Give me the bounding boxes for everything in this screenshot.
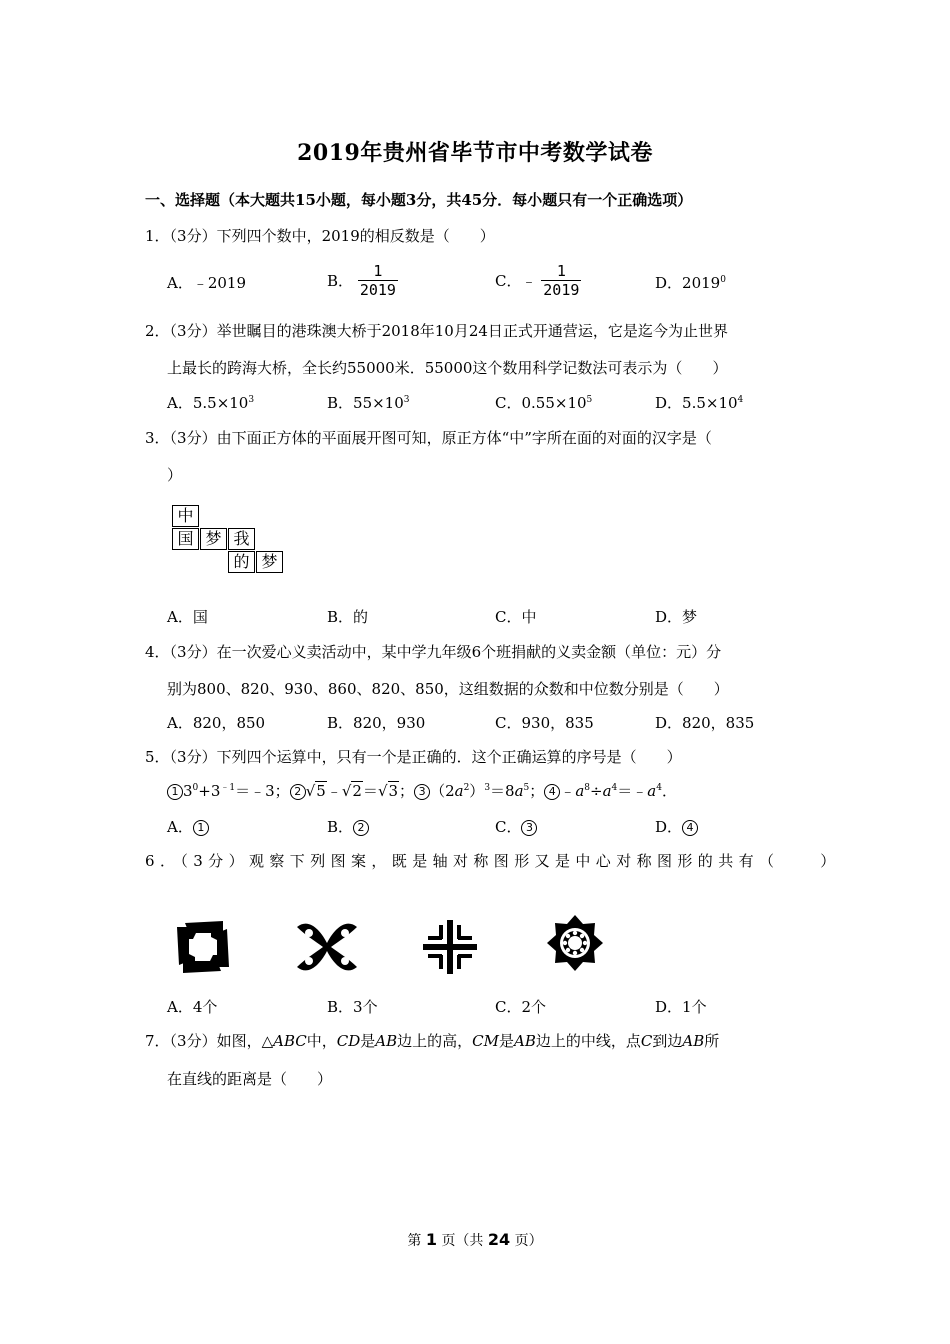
q3-option-b: B．的 xyxy=(327,608,369,626)
q5-d-mark: 4 xyxy=(682,820,698,836)
q2-a-exponent: 3 xyxy=(248,395,255,405)
cube-cell-meng-2: 梦 xyxy=(256,551,283,573)
q3-option-a: A．国 xyxy=(167,608,208,626)
q5-b-label: B． xyxy=(327,818,354,836)
circled-3: 3 xyxy=(414,784,430,800)
q5-option-b xyxy=(327,816,369,837)
q6-option-a: A．4个 xyxy=(167,998,218,1016)
q1-option-d xyxy=(655,272,726,293)
footer-pre: 第 xyxy=(407,1233,422,1249)
q1-option-b-fraction xyxy=(358,262,398,299)
footer-page-number: 1 xyxy=(425,1230,437,1249)
question-3-stem-line2: ） xyxy=(167,466,183,484)
q2-a-text: A．5.5×10 xyxy=(167,394,249,412)
circled-4: 4 xyxy=(544,784,560,800)
cube-cell-guo: 国 xyxy=(172,528,199,550)
cube-cell-meng: 梦 xyxy=(200,528,227,550)
pattern-3-cross xyxy=(423,920,477,974)
cube-cell-zhong: 中 xyxy=(172,505,199,527)
circled-1: 1 xyxy=(167,784,183,800)
cube-cell-de: 的 xyxy=(228,551,255,573)
q1-option-c-label: C．﹣ xyxy=(495,272,537,290)
q6-patterns xyxy=(170,915,610,980)
q1-b-numerator: 1 xyxy=(373,262,383,280)
cube-net-figure xyxy=(172,505,284,575)
question-2-stem-line1: 2．（3分）举世瞩目的港珠澳大桥于2018年10月24日正式开通营运，它是迄今为止世界 xyxy=(145,322,728,340)
q6-patterns-svg xyxy=(170,915,610,980)
q4-option-d: D．820，835 xyxy=(655,714,755,732)
q5-d-label: D． xyxy=(655,818,683,836)
section-heading: 一、选择题（本大题共15小题，每小题3分，共45分．每小题只有一个正确选项） xyxy=(145,191,693,209)
q1-c-numerator: 1 xyxy=(556,262,566,280)
question-5-expressions: 1 $3^0+3^{﹣1}=﹣3$； 2 √5﹣√2＝√3； 3 $(2a^2)^3=8a^5$； 4 $﹣a^8\div a^4=﹣a^4$． xyxy=(167,780,677,801)
q2-option-c xyxy=(495,392,592,413)
q2-option-a xyxy=(167,392,254,413)
question-2-stem-line2: 上最长的跨海大桥，全长约55000米．55000这个数用科学记数法可表示为（ ） xyxy=(167,359,728,377)
q6-option-b: B．3个 xyxy=(327,998,378,1016)
q2-b-text: B．55×10 xyxy=(327,394,404,412)
pattern-1-square-swirl xyxy=(177,921,229,973)
q1-option-b-label: B． xyxy=(327,272,354,290)
question-1-stem: 1．（3分）下列四个数中，2019的相反数是（ ） xyxy=(145,227,495,245)
q2-c-exponent: 5 xyxy=(586,395,593,405)
q5-c-label: C． xyxy=(495,818,522,836)
cube-cell-wo: 我 xyxy=(228,528,255,550)
question-7-stem-line1: 7．（3分）如图，△ABC中，CD是AB边上的高，CM是AB边上的中线，点C到边AB所 xyxy=(145,1032,720,1050)
footer-total-pages: 24 xyxy=(487,1230,511,1249)
question-7-stem-line2: 在直线的距离是（ ） xyxy=(167,1070,333,1088)
q5-a-label: A． xyxy=(167,818,193,836)
q6-option-d: D．1个 xyxy=(655,998,707,1016)
page-footer xyxy=(0,1230,950,1250)
question-4-stem-line1: 4．（3分）在一次爱心义卖活动中，某中学九年级6个班捐献的义卖金额（单位：元）分 xyxy=(145,643,722,661)
q5-option-a xyxy=(167,816,209,837)
question-4-stem-line2: 别为800、820、930、860、820、850，这组数据的众数和中位数分别是（ ） xyxy=(167,680,729,698)
q4-option-c: C．930，835 xyxy=(495,714,594,732)
question-5-stem: 5．（3分）下列四个运算中，只有一个是正确的．这个正确运算的序号是（ ） xyxy=(145,748,682,766)
q1-c-denominator: 2019 xyxy=(543,281,580,299)
q5-c-mark: 3 xyxy=(521,820,537,836)
q3-option-c: C．中 xyxy=(495,608,537,626)
q1-d-base: D．2019 xyxy=(655,274,721,292)
q2-b-exponent: 3 xyxy=(403,395,410,405)
q2-d-text: D．5.5×10 xyxy=(655,394,738,412)
q2-option-b xyxy=(327,392,410,413)
q1-option-a: A．﹣2019 xyxy=(167,274,247,292)
page-title: 2019年贵州省毕节市中考数学试卷 xyxy=(297,140,653,166)
q4-option-b: B．820，930 xyxy=(327,714,426,732)
q2-option-d xyxy=(655,392,743,413)
q4-option-a: A．820，850 xyxy=(167,714,266,732)
question-6-stem: 6．（3分）观察下列图案，既是轴对称图形又是中心对称图形的共有（ ） xyxy=(145,852,841,870)
q5-a-mark: 1 xyxy=(193,820,209,836)
q1-option-c-fraction xyxy=(541,262,581,299)
footer-post: 页） xyxy=(514,1233,543,1249)
q3-option-d: D．梦 xyxy=(655,608,698,626)
q1-b-denominator: 2019 xyxy=(359,281,396,299)
q2-d-exponent: 4 xyxy=(737,395,744,405)
footer-mid: 页（共 xyxy=(441,1233,484,1249)
q1-d-exponent: 0 xyxy=(720,275,726,285)
q5-option-d xyxy=(655,816,698,837)
q6-option-c: C．2个 xyxy=(495,998,547,1016)
q1-option-c xyxy=(495,262,581,299)
q7-stem-start: 7．（3分）如图，△ xyxy=(145,1032,274,1050)
q2-c-text: C．0.55×10 xyxy=(495,394,587,412)
pattern-4-flower xyxy=(547,915,603,971)
q5-b-mark: 2 xyxy=(353,820,369,836)
pattern-2-bow xyxy=(297,924,357,971)
q1-option-b xyxy=(327,262,398,299)
question-3-stem-line1: 3．（3分）由下面正方体的平面展开图可知，原正方体“中”字所在面的对面的汉字是（ xyxy=(145,429,712,447)
q5-option-c xyxy=(495,816,537,837)
circled-2: 2 xyxy=(290,784,306,800)
